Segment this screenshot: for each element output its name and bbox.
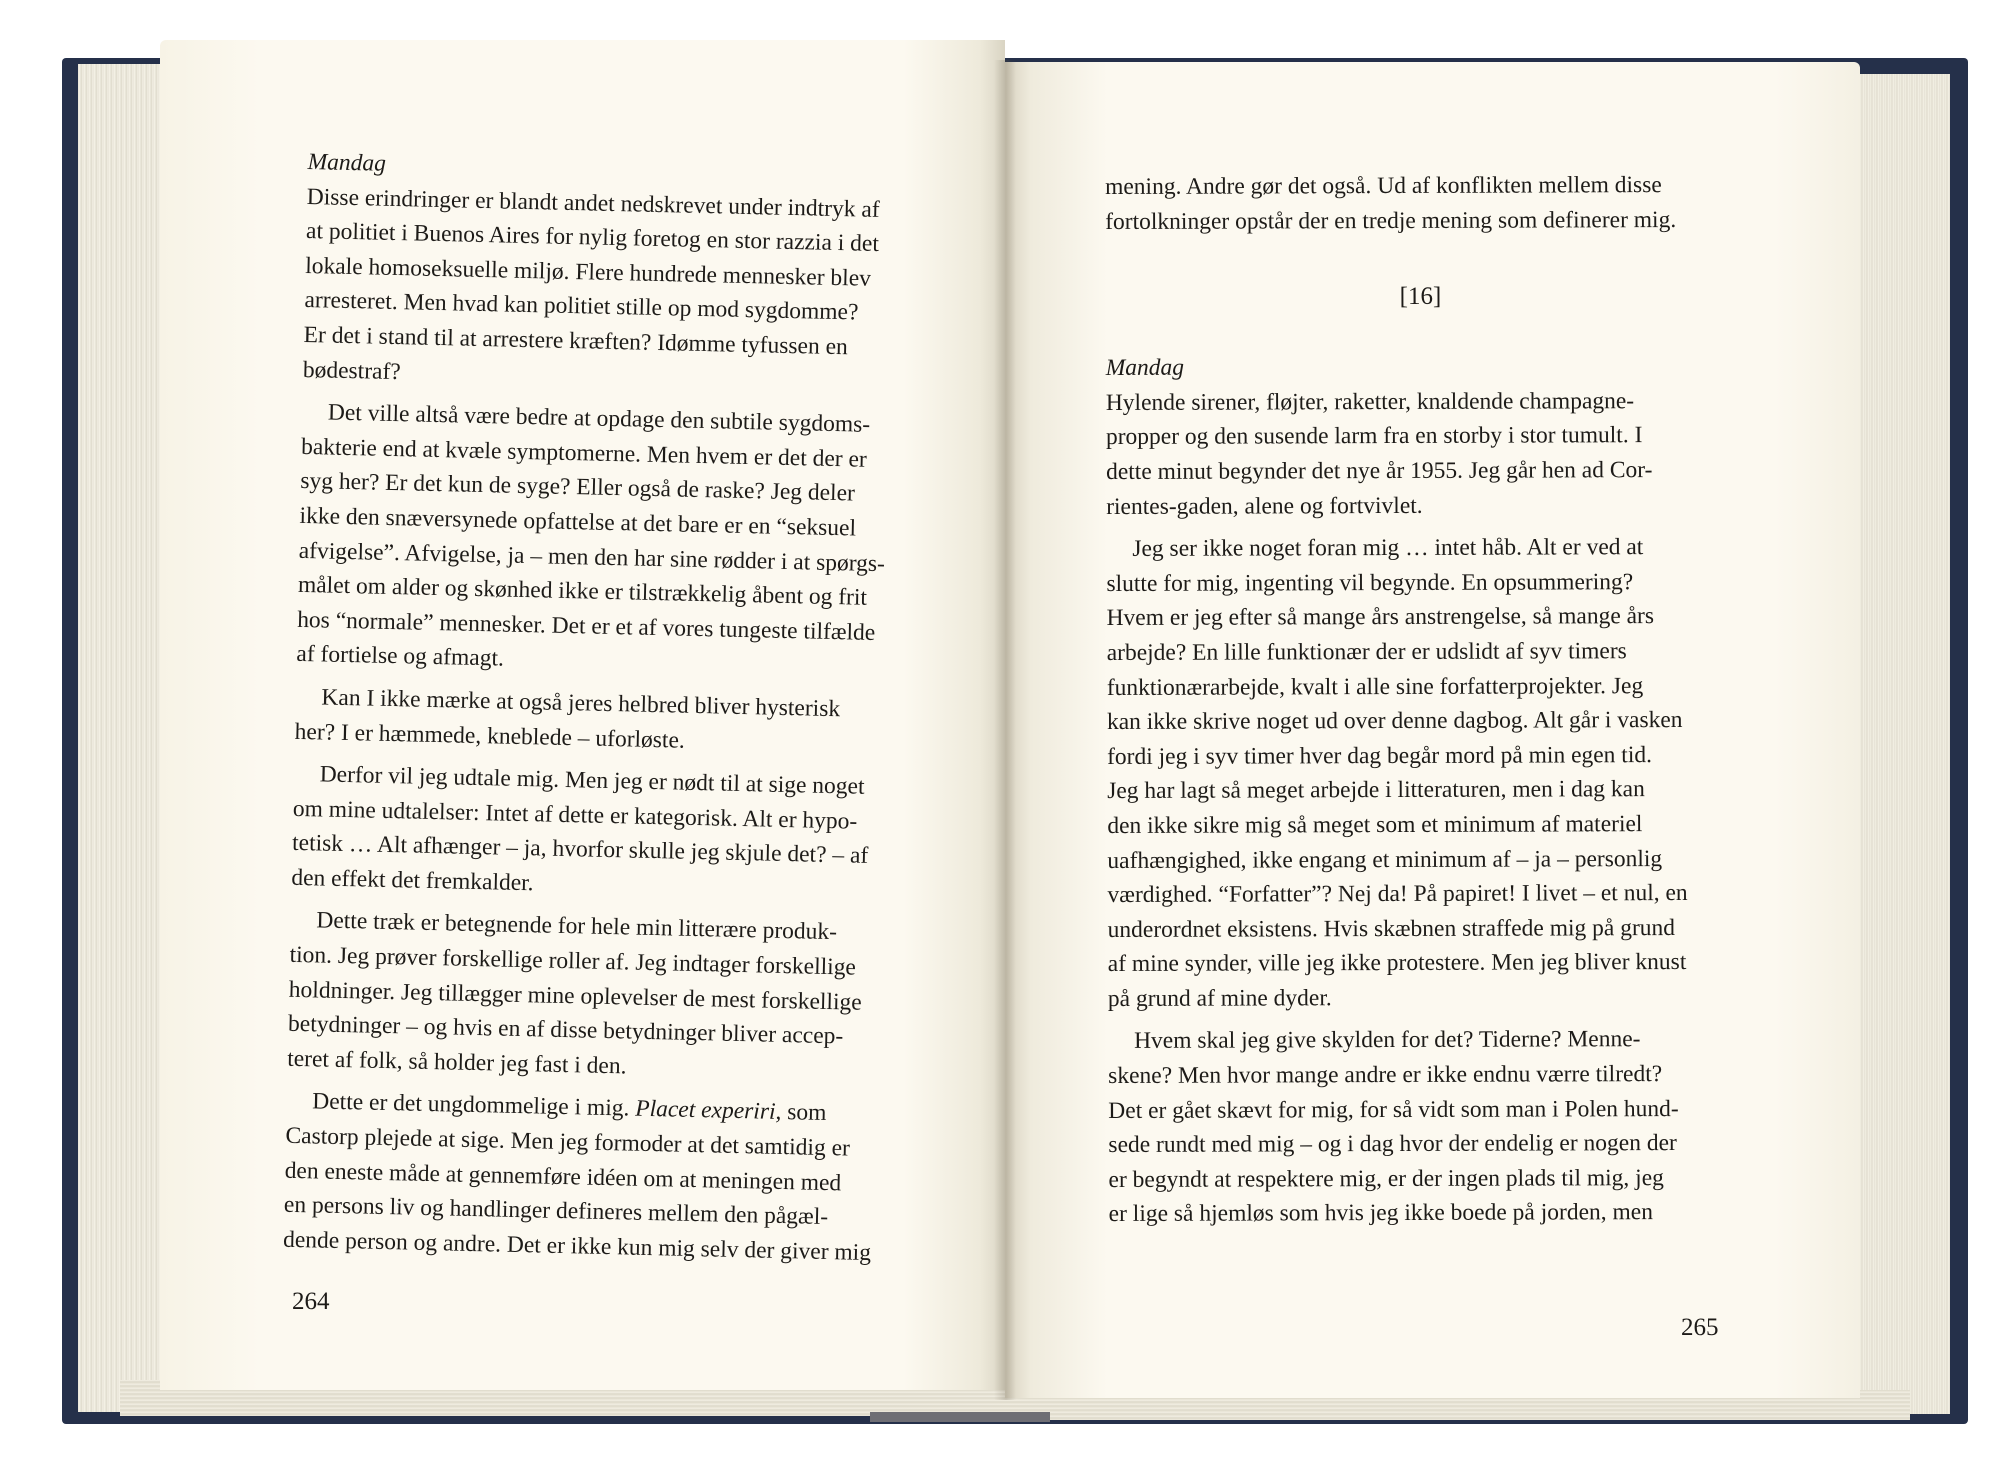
line-text: bødestraf? [302, 356, 402, 385]
right-page-line [1107, 634, 1737, 671]
line-text-after: som [781, 1099, 827, 1127]
line-text: den effekt det fremkalder. [291, 864, 534, 897]
line-text: den eneste måde at gennemføre idéen om at meningen med [284, 1157, 842, 1196]
left-page-heading: Mandag [307, 148, 387, 177]
line-text: funktionærarbejde, kvalt i alle sine forfatterprojekter. Jeg [1106, 672, 1644, 701]
line-text: Jeg har lagt så meget arbejde i litteraturen, men i dag kan [1107, 776, 1645, 805]
line-text: fordi jeg i syv timer hver dag begår mord på min egen tid. [1107, 741, 1653, 770]
line-text: Disse erindringer er blandt andet nedskrevet under indtryk af [306, 183, 880, 223]
line-text: Dette træk er betegnende for hele min litterære produk- [316, 907, 838, 946]
line-text: er lige så hjemløs som hvis jeg ikke boede på jorden, men [1108, 1199, 1653, 1228]
line-text: Hvem er jeg efter så mange års anstrengelse, så mange års [1106, 603, 1655, 632]
line-text: arbejde? En lille funktionær der er udslidt af syv timers [1106, 638, 1627, 666]
line-text: at politiet i Buenos Aires for nylig foretog en stor razzia i det [305, 218, 880, 258]
line-text: hos “normale” mennesker. Det er et af vores tungeste tilfælde [296, 606, 876, 646]
right-page-line [1107, 772, 1737, 809]
left-page-number: 264 [292, 1288, 330, 1315]
line-text: kan ikke skrive noget ud over denne dagbog. Alt går i vasken [1106, 707, 1683, 736]
right-page-line [1107, 668, 1737, 705]
right-page-line [1108, 980, 1738, 1017]
line-text: syg her? Er det kun de syge? Eller også de raske? Jeg deler [300, 468, 856, 507]
right-page-line [1107, 703, 1737, 740]
line-text: af mine synder, ville jeg ikke protestere. Men jeg bliver knust [1107, 949, 1687, 978]
line-text: Det er gået skævt for mig, for så vidt som man i Polen hund- [1108, 1095, 1679, 1124]
right-page-line [1108, 1091, 1738, 1128]
line-text: Castorp plejede at sige. Men jeg formoder at det samtidig er [285, 1122, 851, 1162]
line-text: ikke den snæversynede opfattelse at det bare er en “seksuel [299, 502, 857, 542]
line-text: sede rundt med mig – og i dag hvor der endelig er nogen der [1108, 1130, 1677, 1159]
book-gutter [994, 60, 1016, 1400]
right-page-lines [1106, 384, 1739, 1232]
line-text: en persons liv og handlinger defineres mellem den pågæl- [283, 1191, 829, 1231]
right-page-line [1108, 1057, 1738, 1094]
line-text: slutte for mig, ingenting vil begynde. En opsummering? [1106, 568, 1634, 597]
line-text: Derfor vil jeg udtale mig. Men jeg er nødt til at sige noget [319, 761, 865, 800]
line-text: dende person og andre. Det er ikke kun mig selv der giver mig [282, 1226, 872, 1266]
right-page-edges [1850, 74, 1950, 1414]
right-page-text [1105, 168, 1739, 1232]
line-text: Kan I ikke mærke at også jeres helbred bliver hysterisk [321, 684, 841, 723]
line-italic-text: Placet experiri, [634, 1096, 782, 1126]
right-page-line [1107, 599, 1737, 636]
line-text: Jeg ser ikke noget foran mig … intet håb. Alt er ved at [1132, 534, 1644, 563]
right-page-line [1106, 487, 1736, 524]
headband [870, 1412, 1050, 1422]
line-text: er begyndt at respektere mig, er der ingen plads til mig, jeg [1108, 1164, 1664, 1193]
right-page [1005, 62, 1860, 1398]
right-page-line [1108, 910, 1738, 947]
right-page-line [1107, 738, 1737, 775]
line-text: uafhængighed, ikke engang et minimum af – ja – personlig [1107, 845, 1663, 874]
line-text: teret af folk, så holder jeg fast i den. [286, 1045, 627, 1080]
line-text: betydninger – og hvis en af disse betydninger bliver accep- [287, 1011, 844, 1050]
line-text: holdninger. Jeg tillægger mine oplevelser de mest forskellige [288, 976, 863, 1016]
line-text: Dette er det ungdommelige i mig. [311, 1088, 636, 1123]
line-text: Hvem skal jeg give skylden for det? Tiderne? Menne- [1133, 1026, 1641, 1055]
line-text: Hylende sirener, fløjter, raketter, knaldende champagne- [1105, 387, 1635, 416]
line-text: af fortielse og afmagt. [296, 641, 505, 672]
line-text: Er det i stand til at arrestere kræften? Idømme tyfussen en [303, 321, 849, 361]
line-text: om mine udtalelser: Intet af dette er kategorisk. Alt er hypo- [292, 795, 858, 835]
line-text: Det ville altså være bedre at opdage den subtile sygdoms- [327, 399, 871, 438]
line-text: underordnet eksistens. Hvis skæbnen straffede mig på grund [1107, 914, 1676, 943]
right-page-line [1109, 1195, 1739, 1232]
left-page-lines [283, 180, 927, 1272]
section-break [1105, 237, 1735, 351]
line-text: mening. Andre gør det også. Ud af konflikten mellem disse [1105, 172, 1662, 200]
right-page-line [1106, 384, 1736, 421]
right-page-line [1106, 418, 1736, 455]
line-text: arresteret. Men hvad kan politiet stille op mod sygdomme? [304, 287, 859, 326]
right-page-line [1108, 945, 1738, 982]
line-text: fortolkninger opstår der en tredje mening som definerer mig. [1105, 206, 1677, 235]
right-page-top-line [1105, 202, 1735, 239]
line-text: rientes-gaden, alene og fortvivlet. [1106, 492, 1423, 520]
line-text: tetisk … Alt afhænger – ja, hvorfor skulle jeg skjule det? – af [291, 830, 869, 870]
left-page-text [283, 145, 928, 1271]
right-page-line [1106, 453, 1736, 490]
right-page-line [1106, 565, 1736, 602]
line-text: den ikke sikre mig så meget som et minimum af materiel [1107, 811, 1643, 839]
right-page-top-lines [1105, 168, 1735, 239]
line-text: på grund af mine dyder. [1107, 985, 1332, 1012]
right-page-top-line [1105, 168, 1735, 205]
line-text: bakterie end at kvæle symptomerne. Men hvem er det der er [300, 433, 868, 473]
line-text: dette minut begynder det nye år 1955. Jeg går hen ad Cor- [1106, 457, 1653, 485]
line-text: her? I er hæmmede, kneblede – uforløste. [294, 718, 686, 754]
line-text: skene? Men hvor mange andre er ikke endnu værre tilredt? [1108, 1061, 1663, 1090]
right-page-line [1107, 876, 1737, 913]
right-page-line [1106, 530, 1736, 567]
line-text: tion. Jeg prøver forskellige roller af. Jeg indtager forskellige [289, 941, 857, 981]
right-page-line [1107, 807, 1737, 844]
line-text: målet om alder og skønhed ikke er tilstrækkelig åbent og frit [297, 572, 868, 611]
right-page-line [1107, 841, 1737, 878]
right-page-number: 265 [1681, 1314, 1719, 1341]
line-text: lokale homoseksuelle miljø. Flere hundrede mennesker blev [304, 252, 872, 292]
line-text: propper og den susende larm fra en storby i stor tumult. I [1105, 422, 1643, 451]
right-page-line [1108, 1161, 1738, 1198]
line-text: værdighed. “Forfatter”? Nej da! På papiret! I livet – et nul, en [1107, 880, 1688, 909]
left-page [160, 40, 1005, 1390]
right-page-line [1108, 1126, 1738, 1163]
line-text: afvigelse”. Afvigelse, ja – men den har sine rødder i at spørgs- [298, 537, 886, 577]
right-page-line [1108, 1022, 1738, 1059]
section-number: [16] [1399, 283, 1442, 311]
right-page-heading: Mandag [1105, 354, 1185, 382]
